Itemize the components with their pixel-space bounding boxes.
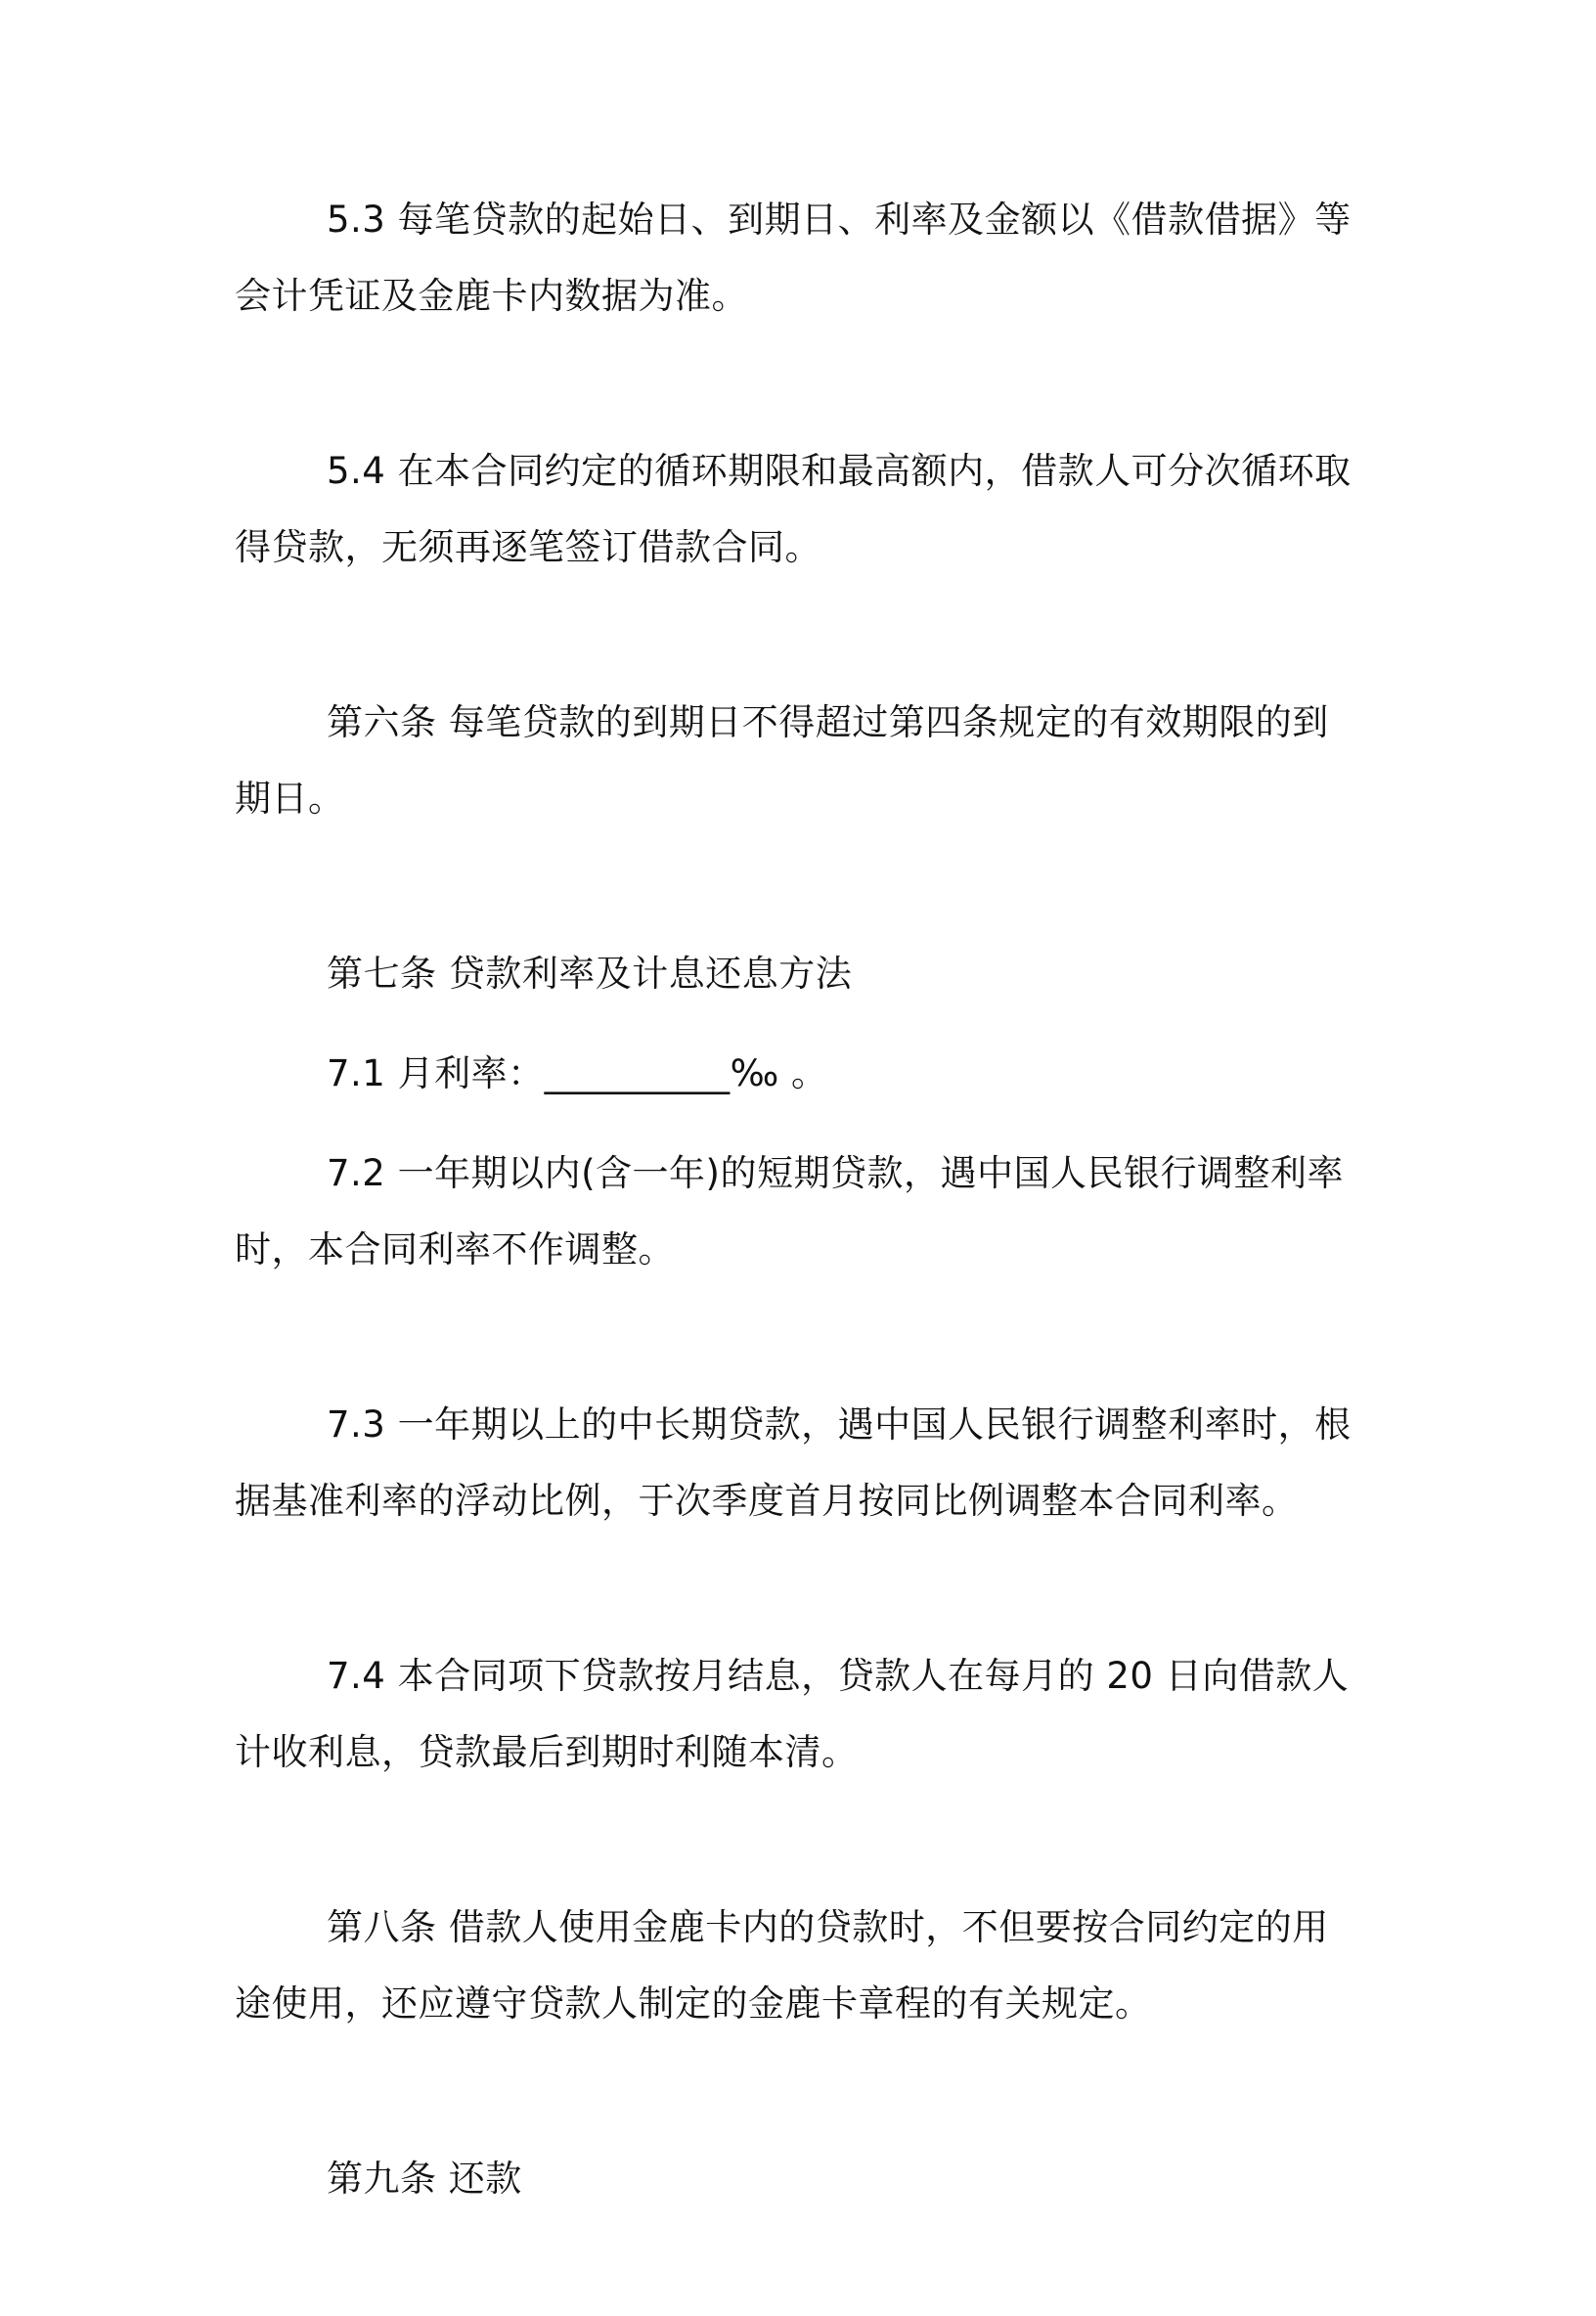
- paragraph-7-1-monthly-rate: 7.1 月利率：__________‰ 。: [327, 1052, 828, 1094]
- paragraph-7-2: 7.2 一年期以内(含一年)的短期贷款，遇中国人民银行调整利率时，本合同利率不作调整。: [235, 1152, 1344, 1270]
- paragraph-article-9-heading: 第九条 还款: [327, 2158, 522, 2200]
- paragraph-5-4: 5.4 在本合同约定的循环期限和最高额内，借款人可分次循环取得贷款，无须再逐笔签订借款合同。: [235, 450, 1352, 568]
- paragraph-7-3: 7.3 一年期以上的中长期贷款，遇中国人民银行调整利率时，根据基准利率的浮动比例，于次季度首月按同比例调整本合同利率。: [235, 1403, 1352, 1522]
- paragraph-article-7-heading: 第七条 贷款利率及计息还息方法: [327, 953, 853, 995]
- paragraph-7-4: 7.4 本合同项下贷款按月结息，贷款人在每月的 20 日向借款人计收利息，贷款最后到期时利随本清。: [235, 1655, 1350, 1773]
- paragraph-5-3: 5.3 每笔贷款的起始日、到期日、利率及金额以《借款借据》等会计凭证及金鹿卡内数据为准。: [235, 199, 1352, 317]
- document-body: [235, 182, 1361, 2316]
- paragraph-article-8: 第八条 借款人使用金鹿卡内的贷款时，不但要按合同约定的用途使用，还应遵守贷款人制定的金鹿卡章程的有关规定。: [235, 1906, 1329, 2025]
- paragraph-article-6: 第六条 每笔贷款的到期日不得超过第四条规定的有效期限的到期日。: [235, 701, 1329, 820]
